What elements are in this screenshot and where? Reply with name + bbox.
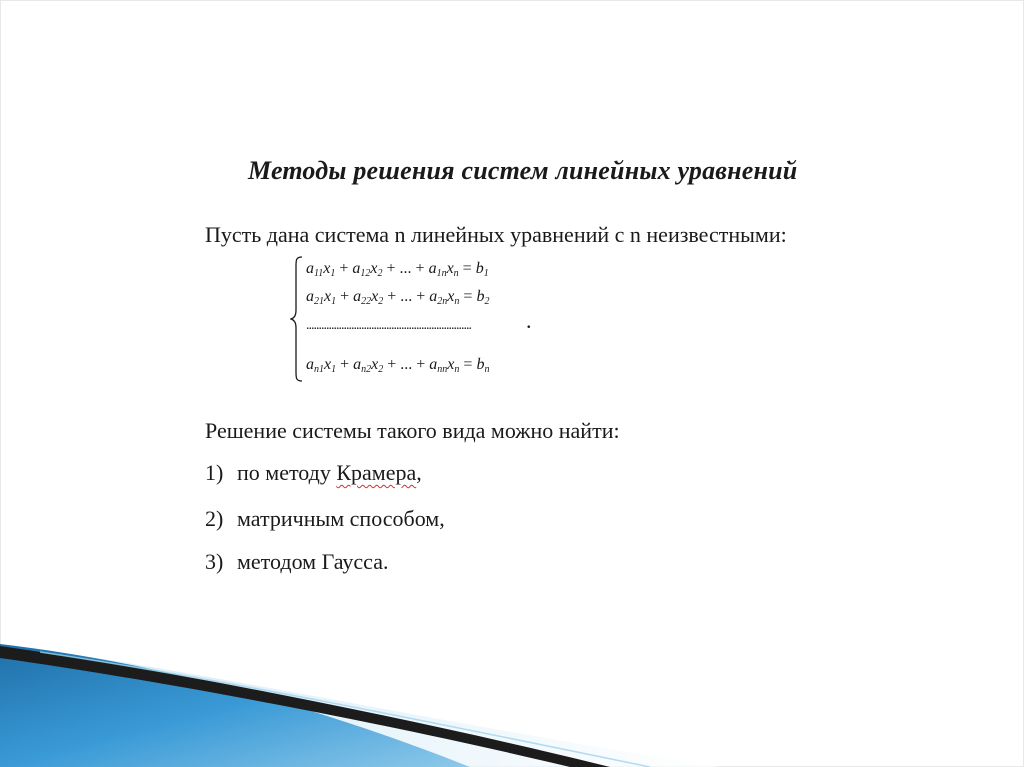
curly-brace-icon bbox=[290, 256, 304, 382]
intro-text: Пусть дана система n линейных уравнений с n неизвестными: bbox=[205, 222, 787, 247]
method-prefix: по методу bbox=[237, 460, 337, 485]
equation-row-1: $a_{11}x_1 + a_{12}x_2$ + ... + $a_{1n}x_n = b_1$ bbox=[306, 260, 489, 279]
method-suffix: , bbox=[416, 460, 422, 485]
decorative-swoosh bbox=[0, 600, 1024, 767]
method-item-cramer bbox=[205, 460, 422, 486]
method-number: 2) bbox=[205, 506, 224, 531]
system-period: . bbox=[526, 308, 532, 333]
solution-intro-text: Решение системы такого вида можно найти: bbox=[205, 418, 620, 443]
method-number: 1) bbox=[205, 460, 224, 485]
equation-row-2: $a_{21}x_1 + a_{22}x_2$ + ... + $a_{2n}x_n = b_2$ bbox=[306, 288, 490, 307]
slide-title: Методы решения систем линейных уравнений bbox=[248, 156, 798, 185]
method-term-cramer: Крамера bbox=[336, 460, 417, 485]
method-text: методом Гаусса. bbox=[237, 549, 389, 574]
method-text: матричным способом, bbox=[237, 506, 445, 531]
equation-system bbox=[290, 256, 550, 386]
method-item-matrix bbox=[205, 506, 445, 532]
method-number: 3) bbox=[205, 549, 224, 574]
equation-ellipsis-row: .................................................................. bbox=[306, 318, 471, 333]
equation-row-n: $a_{n1}x_1 + a_{n2}x_2$ + ... + $a_{nn}x_n = b_n$ bbox=[306, 356, 490, 375]
method-item-gauss bbox=[205, 549, 388, 575]
